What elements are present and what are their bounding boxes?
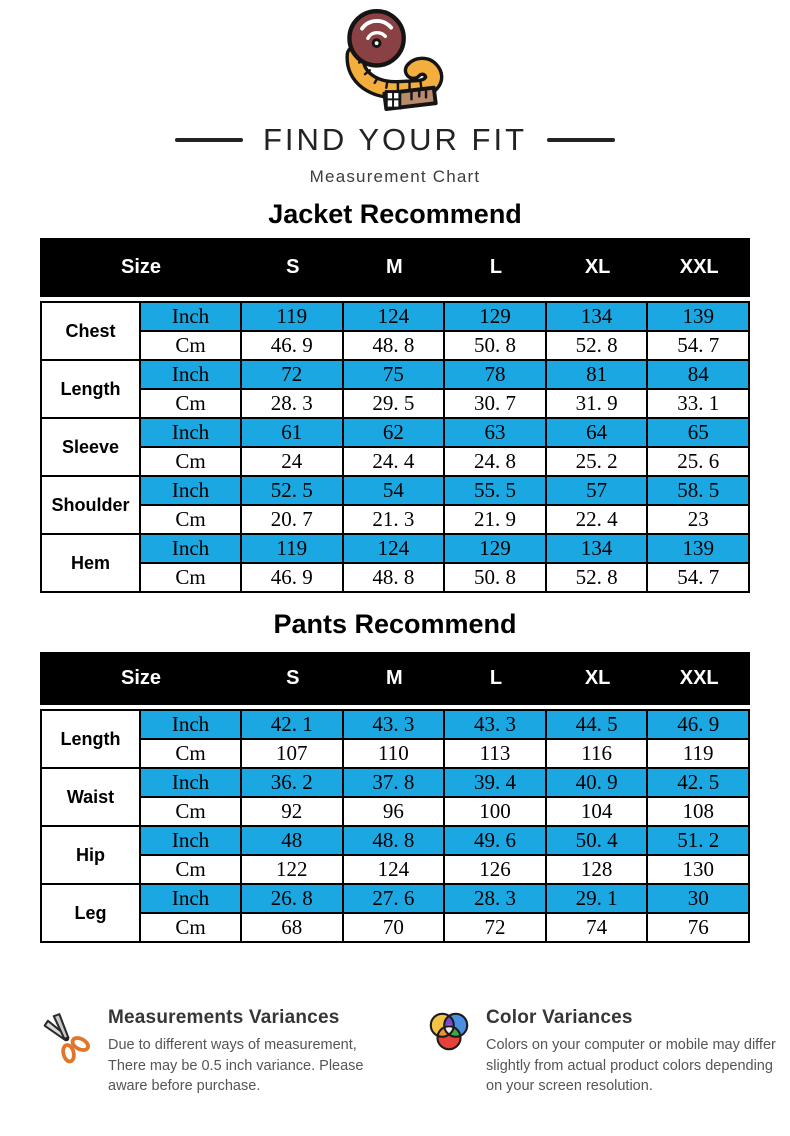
unit-label-inch: Inch xyxy=(141,769,240,796)
unit-label-cm: Cm xyxy=(141,390,240,417)
size-s-header: S xyxy=(286,256,300,278)
cm-value: 21. 3 xyxy=(344,506,444,533)
inch-value: 62 xyxy=(344,419,444,446)
cm-value: 74 xyxy=(547,914,647,941)
unit-label-inch: Inch xyxy=(141,419,240,446)
inch-value: 139 xyxy=(648,303,748,330)
inch-value: 81 xyxy=(547,361,647,388)
inch-value: 36. 2 xyxy=(242,769,342,796)
inch-value: 49. 6 xyxy=(445,827,545,854)
size-xl-header: XL xyxy=(584,256,611,278)
inch-value: 84 xyxy=(648,361,748,388)
inch-value: 30 xyxy=(648,885,748,912)
pants-table xyxy=(40,652,750,943)
inch-value: 119 xyxy=(242,535,342,562)
cm-value: 21. 9 xyxy=(445,506,545,533)
cm-value: 23 xyxy=(648,506,748,533)
inch-value: 129 xyxy=(445,535,545,562)
brand-left-dash xyxy=(175,138,243,142)
measurement-row-label: Waist xyxy=(42,769,139,825)
measurement-row-label: Length xyxy=(42,711,139,767)
cm-value: 96 xyxy=(344,798,444,825)
cm-value: 100 xyxy=(445,798,545,825)
cm-value: 72 xyxy=(445,914,545,941)
unit-label-inch: Inch xyxy=(141,535,240,562)
cm-value: 54. 7 xyxy=(648,332,748,359)
cm-value: 107 xyxy=(242,740,342,767)
unit-label-cm: Cm xyxy=(141,448,240,475)
cm-value: 48. 8 xyxy=(344,332,444,359)
size-xl-header: XL xyxy=(584,667,611,689)
size-m-header: M xyxy=(386,667,403,689)
inch-value: 55. 5 xyxy=(445,477,545,504)
cm-value: 30. 7 xyxy=(445,390,545,417)
cm-value: 24. 8 xyxy=(445,448,545,475)
cm-value: 46. 9 xyxy=(242,332,342,359)
unit-label-cm: Cm xyxy=(141,740,240,767)
measurement-row-label: Leg xyxy=(42,885,139,941)
unit-label-cm: Cm xyxy=(141,798,240,825)
cm-value: 104 xyxy=(547,798,647,825)
jacket-table xyxy=(40,238,750,593)
jacket-table-title: Jacket Recommend xyxy=(268,199,522,229)
inch-value: 50. 4 xyxy=(547,827,647,854)
color-variances-block xyxy=(426,1007,788,1097)
scissors-icon xyxy=(38,1009,94,1076)
cm-value: 108 xyxy=(648,798,748,825)
cm-value: 24 xyxy=(242,448,342,475)
size-xxl-header: XXL xyxy=(679,256,719,278)
size-l-header: L xyxy=(489,667,503,689)
cm-value: 124 xyxy=(344,856,444,883)
inch-value: 48. 8 xyxy=(344,827,444,854)
pants-table-header xyxy=(40,652,750,705)
inch-value: 75 xyxy=(344,361,444,388)
unit-label-inch: Inch xyxy=(141,361,240,388)
brand-right-dash xyxy=(547,138,615,142)
measurements-variances-heading: Measurements Variances xyxy=(108,1007,340,1028)
unit-label-cm: Cm xyxy=(141,564,240,591)
inch-value: 40. 9 xyxy=(547,769,647,796)
color-wheel-icon xyxy=(426,1009,472,1060)
size-s-header: S xyxy=(286,667,300,689)
color-variances-body: Colors on your computer or mobile may differ slightly from actual product colors depending on your screen resolution. xyxy=(486,1037,776,1095)
inch-value: 139 xyxy=(648,535,748,562)
cm-value: 130 xyxy=(648,856,748,883)
inch-value: 26. 8 xyxy=(242,885,342,912)
inch-value: 37. 8 xyxy=(344,769,444,796)
measuring-tape-icon xyxy=(332,6,458,120)
brand-subtitle: Measurement Chart xyxy=(309,167,481,186)
measurement-row-label: Chest xyxy=(42,303,139,359)
cm-value: 46. 9 xyxy=(242,564,342,591)
unit-label-cm: Cm xyxy=(141,506,240,533)
inch-value: 134 xyxy=(547,303,647,330)
measurement-row-label: Hem xyxy=(42,535,139,591)
cm-value: 122 xyxy=(242,856,342,883)
inch-value: 52. 5 xyxy=(242,477,342,504)
cm-value: 76 xyxy=(648,914,748,941)
brand-title-row xyxy=(0,122,790,158)
cm-value: 116 xyxy=(547,740,647,767)
size-header: Size xyxy=(120,256,162,278)
inch-value: 27. 6 xyxy=(344,885,444,912)
cm-value: 119 xyxy=(648,740,748,767)
cm-value: 25. 2 xyxy=(547,448,647,475)
inch-value: 44. 5 xyxy=(547,711,647,738)
brand-title: FIND YOUR FIT xyxy=(262,122,528,157)
cm-value: 110 xyxy=(344,740,444,767)
footer-notes xyxy=(0,1007,790,1097)
inch-value: 42. 5 xyxy=(648,769,748,796)
unit-label-inch: Inch xyxy=(141,711,240,738)
color-variances-text xyxy=(486,1007,788,1097)
inch-value: 78 xyxy=(445,361,545,388)
pants-table-title: Pants Recommend xyxy=(273,609,517,639)
color-variances-heading: Color Variances xyxy=(486,1007,633,1028)
inch-value: 124 xyxy=(344,535,444,562)
inch-value: 48 xyxy=(242,827,342,854)
unit-label-inch: Inch xyxy=(141,885,240,912)
unit-label-cm: Cm xyxy=(141,332,240,359)
brand-logo xyxy=(0,0,790,120)
size-xxl-header: XXL xyxy=(679,667,719,689)
jacket-table-body xyxy=(40,301,750,593)
cm-value: 70 xyxy=(344,914,444,941)
unit-label-cm: Cm xyxy=(141,914,240,941)
cm-value: 50. 8 xyxy=(445,332,545,359)
unit-label-cm: Cm xyxy=(141,856,240,883)
cm-value: 48. 8 xyxy=(344,564,444,591)
cm-value: 50. 8 xyxy=(445,564,545,591)
measurement-row-label: Length xyxy=(42,361,139,417)
cm-value: 22. 4 xyxy=(547,506,647,533)
pants-table-body xyxy=(40,709,750,943)
inch-value: 58. 5 xyxy=(648,477,748,504)
inch-value: 29. 1 xyxy=(547,885,647,912)
cm-value: 28. 3 xyxy=(242,390,342,417)
cm-value: 52. 8 xyxy=(547,564,647,591)
inch-value: 124 xyxy=(344,303,444,330)
unit-label-inch: Inch xyxy=(141,477,240,504)
size-m-header: M xyxy=(386,256,403,278)
inch-value: 39. 4 xyxy=(445,769,545,796)
inch-value: 54 xyxy=(344,477,444,504)
cm-value: 33. 1 xyxy=(648,390,748,417)
cm-value: 52. 8 xyxy=(547,332,647,359)
inch-value: 119 xyxy=(242,303,342,330)
cm-value: 24. 4 xyxy=(344,448,444,475)
inch-value: 65 xyxy=(648,419,748,446)
cm-value: 92 xyxy=(242,798,342,825)
measurements-variances-body: Due to different ways of measurement, There may be 0.5 inch variance. Please aware before purchase. xyxy=(108,1037,364,1095)
measurement-row-label: Shoulder xyxy=(42,477,139,533)
inch-value: 63 xyxy=(445,419,545,446)
inch-value: 72 xyxy=(242,361,342,388)
cm-value: 128 xyxy=(547,856,647,883)
cm-value: 113 xyxy=(445,740,545,767)
unit-label-inch: Inch xyxy=(141,303,240,330)
cm-value: 68 xyxy=(242,914,342,941)
unit-label-inch: Inch xyxy=(141,827,240,854)
inch-value: 51. 2 xyxy=(648,827,748,854)
inch-value: 43. 3 xyxy=(344,711,444,738)
inch-value: 42. 1 xyxy=(242,711,342,738)
cm-value: 31. 9 xyxy=(547,390,647,417)
jacket-table-header xyxy=(40,238,750,297)
cm-value: 25. 6 xyxy=(648,448,748,475)
inch-value: 61 xyxy=(242,419,342,446)
inch-value: 46. 9 xyxy=(648,711,748,738)
inch-value: 129 xyxy=(445,303,545,330)
cm-value: 29. 5 xyxy=(344,390,444,417)
measurements-variances-block xyxy=(38,1007,376,1097)
measurement-row-label: Sleeve xyxy=(42,419,139,475)
cm-value: 54. 7 xyxy=(648,564,748,591)
measurements-variances-text xyxy=(108,1007,376,1097)
inch-value: 64 xyxy=(547,419,647,446)
measurement-row-label: Hip xyxy=(42,827,139,883)
size-l-header: L xyxy=(489,256,503,278)
inch-value: 43. 3 xyxy=(445,711,545,738)
cm-value: 20. 7 xyxy=(242,506,342,533)
inch-value: 57 xyxy=(547,477,647,504)
size-header: Size xyxy=(120,667,162,689)
inch-value: 28. 3 xyxy=(445,885,545,912)
inch-value: 134 xyxy=(547,535,647,562)
cm-value: 126 xyxy=(445,856,545,883)
